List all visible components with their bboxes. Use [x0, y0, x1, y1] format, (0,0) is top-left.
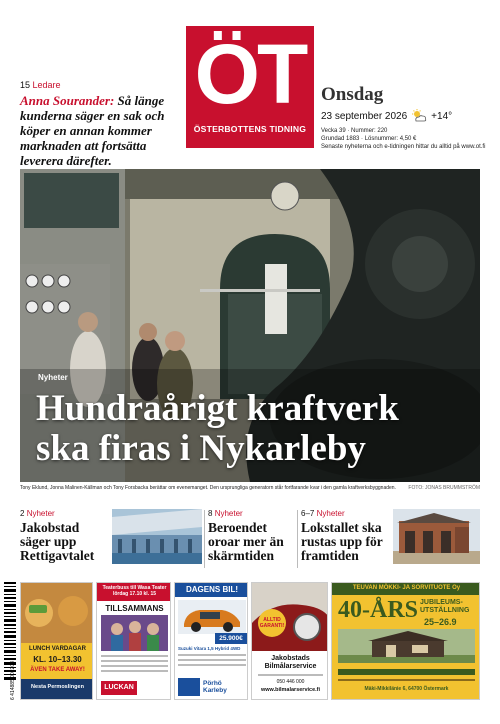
founded-price: Grundad 1883 · Lösnummer: 4,50 €	[321, 136, 417, 142]
issue-number: Vecka 39 · Nummer: 220	[321, 128, 388, 134]
teaser-2-page: 8	[208, 509, 213, 518]
logo-name: ÖSTERBOTTENS TIDNING	[193, 124, 307, 134]
teaser-2-kicker	[208, 509, 298, 518]
lead-author: Anna Sourander:	[20, 93, 115, 108]
ad-jubilee-fineprint	[338, 679, 475, 681]
teaser-3-page: 6–7	[301, 509, 315, 518]
ad-paint-site: www.bilmalarservice.fi	[260, 687, 321, 693]
ad-jubilee-dates: 25–26.9	[424, 617, 457, 627]
ad-jubilee-photo	[338, 629, 475, 663]
teaser-2[interactable]	[208, 509, 298, 571]
ad-jubilee-banner	[338, 669, 475, 675]
lead-section: Ledare	[32, 80, 61, 90]
date-line	[321, 109, 496, 123]
ad-jubilee[interactable]	[331, 582, 480, 700]
teaser-separator-1	[204, 510, 205, 568]
photo-credit: FOTO: JONAS BRUMMSTRÖM	[408, 485, 480, 491]
issue-meta	[321, 127, 496, 151]
ad-lunch-line-2: KL. 10–13.30	[33, 655, 82, 664]
ad-car-price: 25.900€	[215, 633, 247, 644]
ad-paint-phone: 050 446 000	[276, 679, 305, 685]
teaser-2-section: Nyheter	[214, 509, 243, 518]
teaser-3-section: Nyheter	[316, 509, 345, 518]
hero-headline-line-2: ska firas i Nykarleby	[36, 428, 366, 469]
teaser-1-photo	[112, 509, 202, 564]
lead-text	[20, 93, 190, 168]
lead-teaser[interactable]	[20, 80, 190, 168]
teaser-1-section: Nyheter	[26, 509, 55, 518]
ad-jubilee-sub: JUBILEUMS-UTSTÄLLNING	[420, 599, 470, 614]
lead-quote: Så länge kunderna säger en sak och köper en annan kommer marknaden att fortsätta leverera därefter.	[20, 93, 165, 168]
website-note: Senaste nyheterna och e-tidningen hittar du alltid på www.ot.fi	[321, 144, 486, 150]
teaser-3-title: Lokstallet ska rustas upp för framtiden	[301, 520, 383, 563]
teaser-1-kicker	[20, 509, 110, 518]
ad-paint-brand: Jakobstads Bilmålarservice	[264, 655, 317, 670]
teaser-2-title: Beroendet oroar mer än skärmtiden	[208, 520, 284, 563]
ad-paint-fineprint	[258, 674, 323, 676]
ad-car-model: Suzuki Vitara 1,5 Hybrid 4WD	[178, 646, 241, 651]
ad-car-brand: Pörhö Karleby	[203, 680, 227, 694]
ad-lunch[interactable]	[20, 582, 93, 700]
date-block	[321, 84, 496, 151]
barcode	[4, 582, 16, 702]
newspaper-logo[interactable]	[186, 26, 314, 148]
sun-cloud-icon	[411, 109, 427, 123]
teaser-3-photo	[393, 509, 480, 564]
ad-paint-badge: ALLTID GARANTI!	[258, 609, 286, 637]
hero-headline	[36, 389, 399, 469]
ad-theater-title: TILLSAMMANS	[105, 604, 164, 613]
teaser-separator-2	[297, 510, 298, 568]
ad-car-header: DAGENS BIL!	[186, 585, 238, 594]
weekday: Onsdag	[321, 84, 384, 105]
hero-photo[interactable]	[20, 169, 480, 482]
ad-car-logo	[178, 678, 200, 696]
teaser-3-image[interactable]	[393, 509, 480, 564]
issue-date: 23 september 2026	[321, 110, 408, 122]
barcode-number: 6 414885 002203	[10, 661, 16, 700]
ad-car-fineprint	[178, 654, 246, 669]
ad-car-paint[interactable]	[251, 582, 328, 700]
teaser-3-kicker	[301, 509, 391, 518]
ad-theater-fineprint	[101, 655, 168, 675]
ad-theater-header: Teaterbuss till Wasa Teater lördag 17.10 kl. 15	[102, 585, 167, 597]
lead-page-number: 15	[20, 80, 31, 90]
hero-kicker: Nyheter	[38, 373, 68, 382]
ad-jubilee-top: TEUVAN MÖKKI- JA SORVITUOTE Oy	[352, 585, 461, 591]
ad-theater-brand: LUCKAN	[101, 681, 137, 695]
logo-letters: ÖT	[194, 27, 306, 121]
hero-caption	[20, 485, 480, 491]
lead-kicker	[20, 80, 190, 90]
ad-jubilee-big: 40-ÅRS	[338, 597, 419, 623]
ad-car[interactable]	[174, 582, 248, 700]
caption-text: Tony Eklund, Jonna Malinen-Källman och Tony Forsbacka berättar om evenemanget. Den ursprungliga generatorn står fortfarande kvar i den gamla kraftverksbyggnaden.	[20, 485, 396, 491]
ad-lunch-line-3: ÄVEN TAKE AWAY!	[30, 667, 85, 673]
hero-headline-line-1: Hundraårigt kraftverk	[36, 388, 399, 429]
ad-jubilee-address: Mäki-Mikkilänie 6, 64700 Östermark	[364, 686, 449, 692]
ad-car-photo	[178, 600, 246, 634]
ad-lunch-line-1: LUNCH VARDAGAR	[29, 646, 86, 652]
ad-lunch-brand: Nesta Permoslingen	[31, 684, 84, 690]
ad-lunch-art	[21, 583, 93, 700]
teaser-1-title: Jakobstad säger upp Rettigavtalet	[20, 520, 95, 563]
teaser-1-image[interactable]	[112, 509, 202, 564]
teaser-3[interactable]	[301, 509, 391, 571]
teaser-1[interactable]	[20, 509, 110, 571]
temperature: +14°	[431, 110, 453, 122]
teaser-1-page: 2	[20, 509, 25, 518]
ad-theater-bus[interactable]	[96, 582, 171, 700]
ad-theater-photo	[101, 615, 168, 651]
